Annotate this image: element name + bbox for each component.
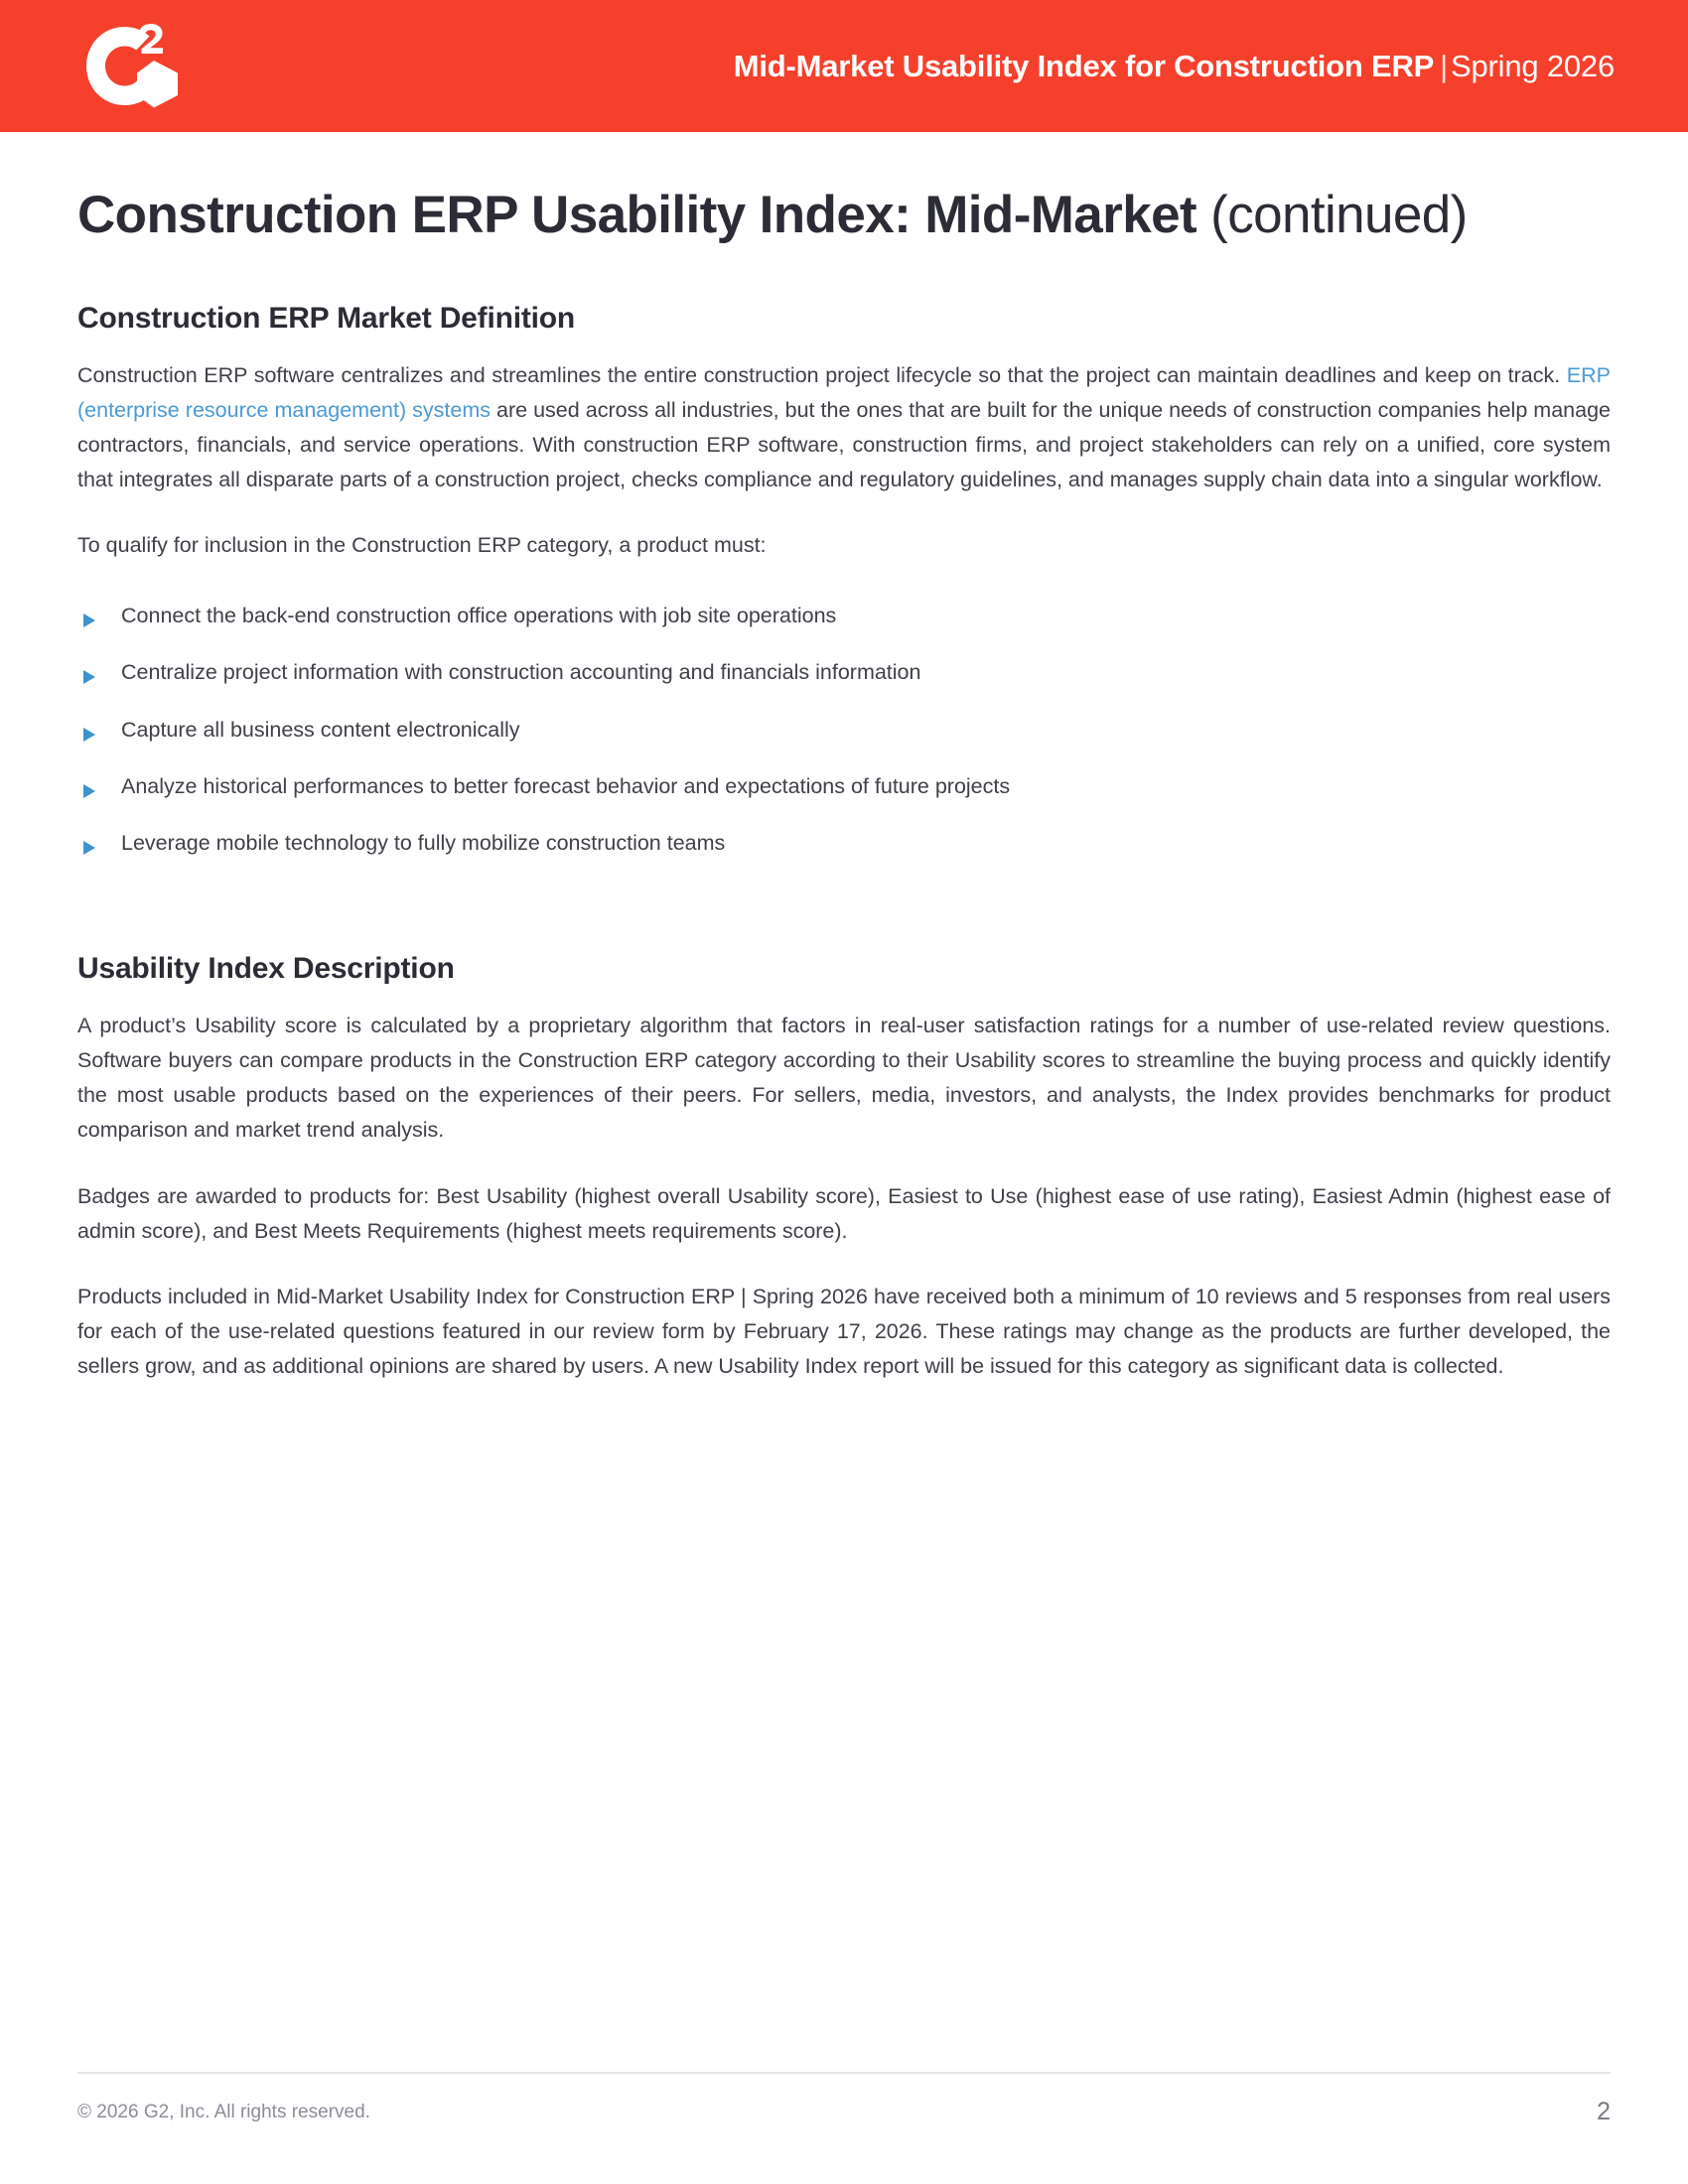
triangle-right-icon bbox=[82, 770, 100, 808]
market-definition-text-part1: Construction ERP software centralizes and streamlines the entire construction project lifecycle so that the project can maintain deadlines and keep on track. bbox=[77, 363, 1567, 388]
triangle-right-icon bbox=[82, 600, 100, 637]
list-item-label: Centralize project information with construction accounting and financials information bbox=[121, 660, 921, 685]
page-header-band bbox=[0, 0, 1688, 132]
list-item-label: Connect the back-end construction office operations with job site operations bbox=[121, 604, 837, 628]
header-title-main: Mid-Market Usability Index for Construction ERP bbox=[733, 48, 1435, 83]
list-item-label: Leverage mobile technology to fully mobilize construction teams bbox=[121, 831, 726, 856]
qualify-intro-text: To qualify for inclusion in the Construction ERP category, a product must: bbox=[77, 533, 767, 558]
list-item bbox=[77, 808, 1611, 865]
page-title bbox=[77, 132, 1487, 246]
page-title-main: Construction ERP Usability Index: Mid-Market bbox=[77, 186, 1196, 244]
list-item bbox=[77, 637, 1611, 694]
usability-paragraph-3: Products included in Mid-Market Usability Index for Construction ERP | Spring 2026 have received both a minimum of 10 reviews and 5 responses from real users for each of the use-related questions featured in our review form by February 17, 2026. These ratings may change as the products are further developed, the sellers grow, and as additional opinions are shared by users. A new Usability Index report will be issued for this category as significant data is collected. bbox=[77, 1285, 1611, 1379]
qualification-bullet-list bbox=[77, 563, 1611, 865]
page-content bbox=[0, 132, 1688, 1384]
page-footer bbox=[77, 2072, 1611, 2126]
triangle-right-icon bbox=[82, 656, 100, 694]
header-title-period: Spring 2026 bbox=[1451, 48, 1615, 83]
copyright-text: © 2026 G2, Inc. All rights reserved. bbox=[77, 2101, 370, 2122]
list-item bbox=[77, 581, 1611, 637]
header-title bbox=[0, 0, 1615, 132]
section-heading-market-definition: Construction ERP Market Definition bbox=[77, 302, 576, 336]
list-item bbox=[77, 751, 1611, 808]
list-item-label: Analyze historical performances to better forecast behavior and expectations of future projects bbox=[121, 773, 1011, 798]
section-heading-usability-description: Usability Index Description bbox=[77, 952, 455, 986]
page-number: 2 bbox=[1597, 2098, 1611, 2125]
triangle-right-icon bbox=[82, 827, 100, 865]
market-definition-paragraph bbox=[77, 336, 1611, 496]
list-item-label: Capture all business content electronically bbox=[121, 717, 520, 742]
footer-row bbox=[77, 2074, 1611, 2126]
list-item bbox=[77, 695, 1611, 751]
erp-systems-link[interactable]: ERP (enterprise resource management) systems bbox=[77, 363, 1611, 422]
page-title-continued: (continued) bbox=[1210, 186, 1468, 244]
usability-paragraph-1: A product’s Usability score is calculated by a proprietary algorithm that factors in real-user satisfaction ratings for a number of use-related review questions. Software buyers can compare products in the Construction ERP category according to their Usability scores to streamline the buying process and quickly identify the most usable products based on the experiences of their peers. For sellers, media, investors, and analysts, the Index provides benchmarks for product comparison and market trend analysis. bbox=[77, 1014, 1611, 1142]
header-title-separator: | bbox=[1440, 48, 1448, 83]
market-definition-text-part2: are used across all industries, but the ones that are built for the unique needs of construction companies help manage contractors, financials, and service operations. With construction ERP software, construction firms, and project stakeholders can rely on a unified, core system that integrates all disparate parts of a construction project, checks compliance and regulatory guidelines, and manages supply chain data into a singular workflow. bbox=[77, 397, 1611, 491]
usability-paragraph-2: Badges are awarded to products for: Best Usability (highest overall Usability score), Easiest to Use (highest ease of use rating), Easiest Admin (highest ease of admin score), and Best Meets Requirements (highest meets requirements score). bbox=[77, 1183, 1611, 1243]
triangle-right-icon bbox=[82, 714, 100, 751]
